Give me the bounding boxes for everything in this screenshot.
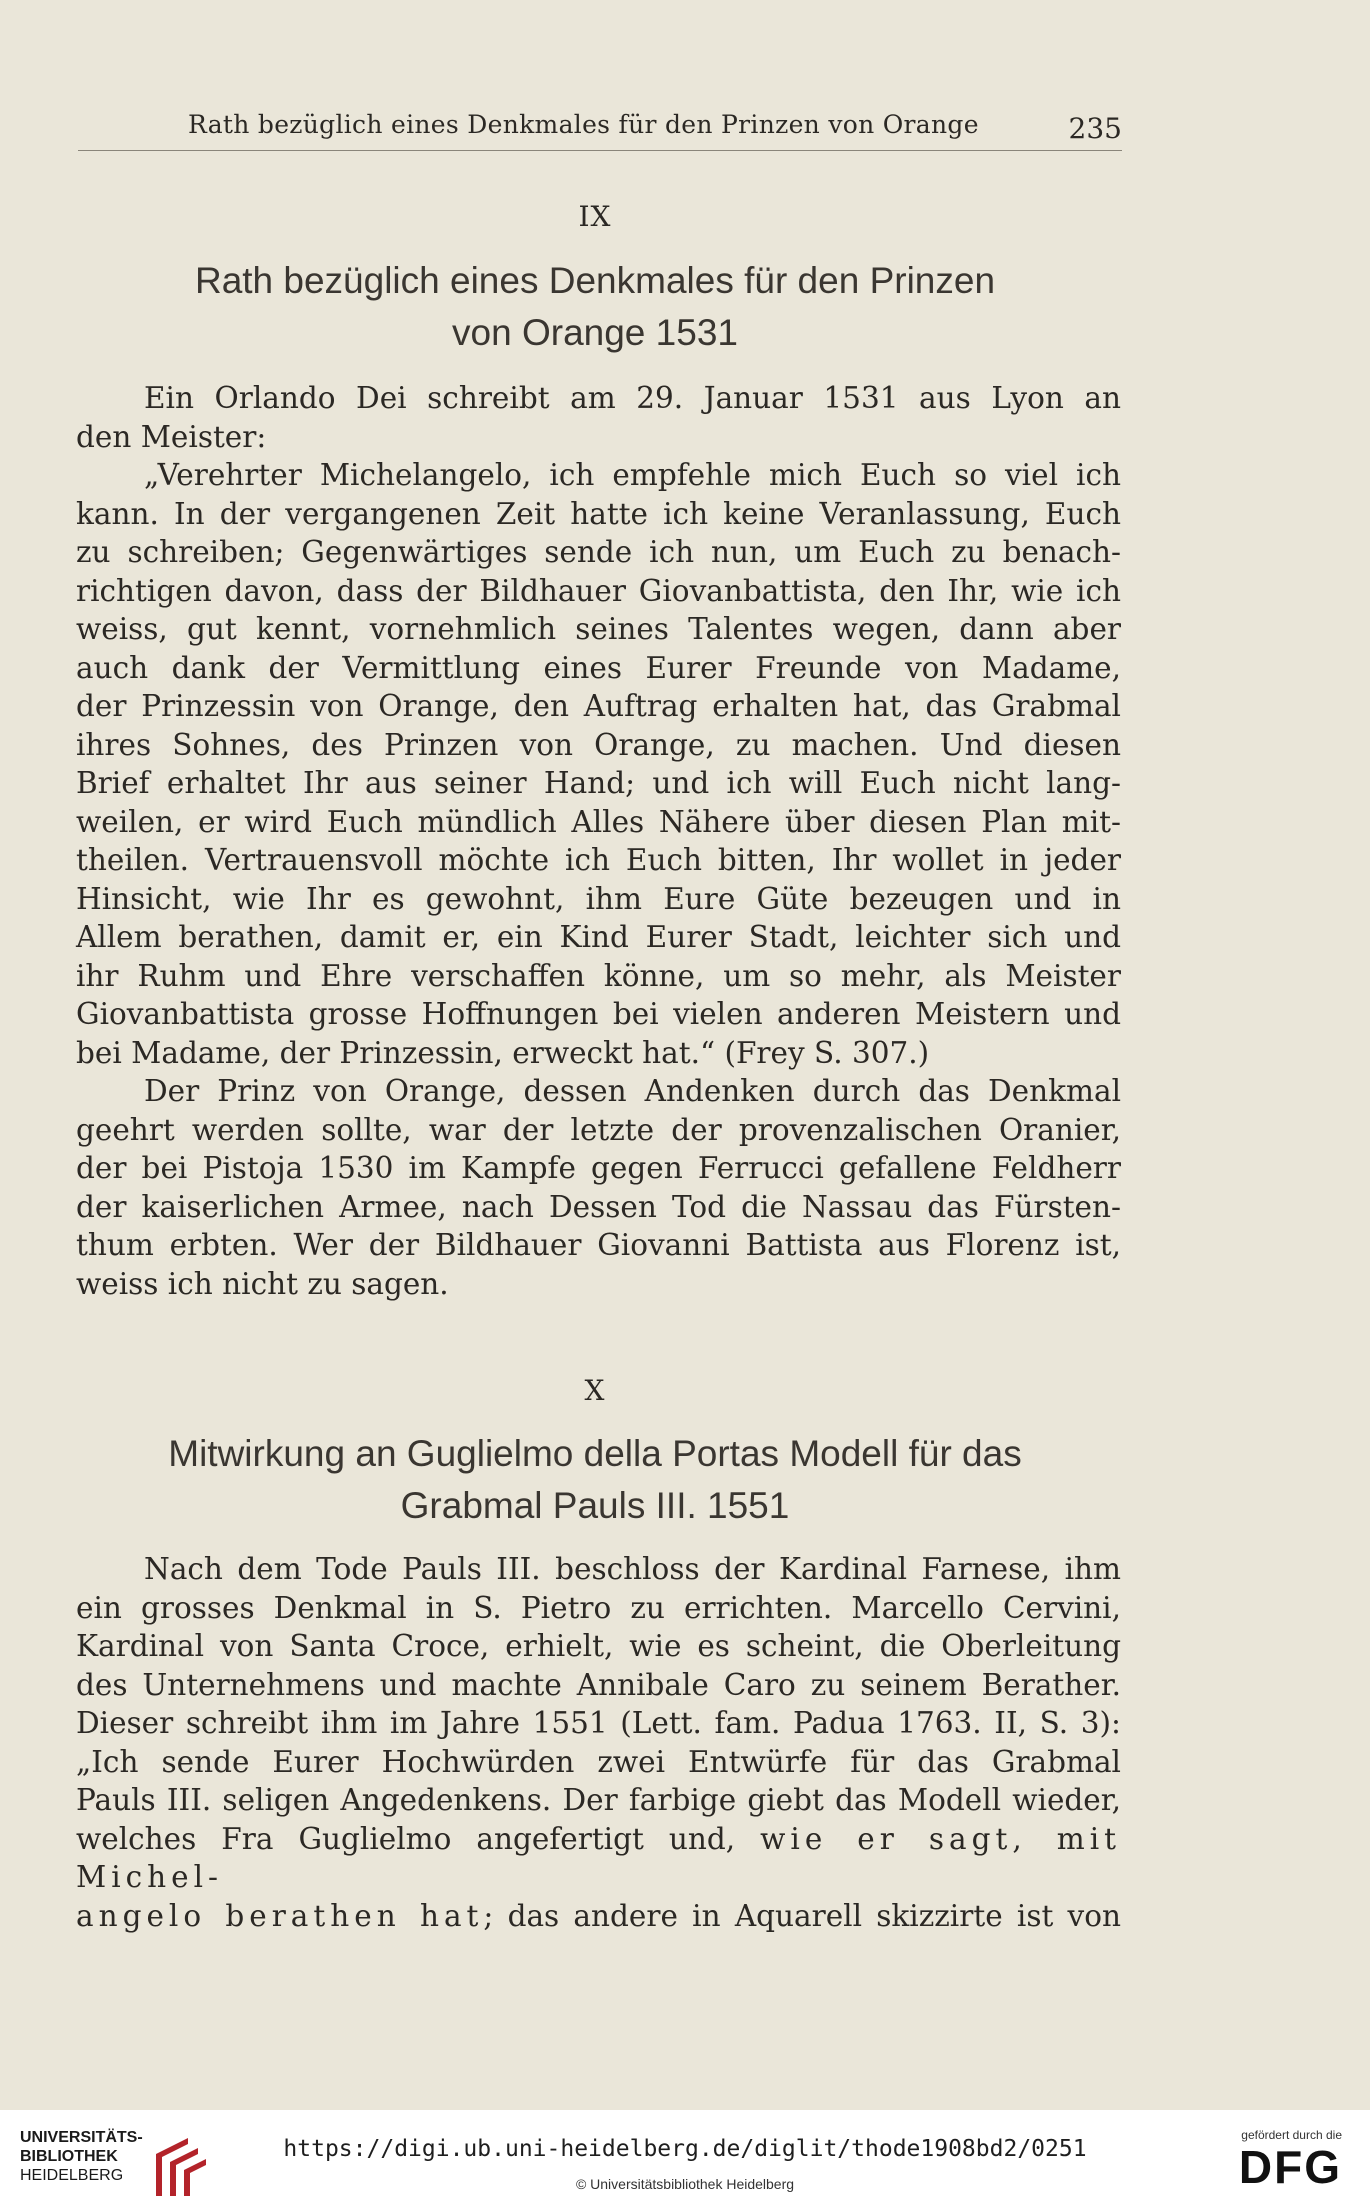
text-line: „Ich sende Eurer Hochwürden zwei Entwürfe für das Grabmal	[76, 1744, 1121, 1779]
spaced-emphasis: wie er sagt, mit Michel-	[76, 1821, 1121, 1894]
section-title-line: Mitwirkung an Guglielmo della Portas Modell für das	[168, 1433, 1022, 1474]
dfg-funding[interactable]	[1239, 2128, 1342, 2192]
section-title-line: Rath bezüglich eines Denkmales für den Prinzen	[194, 260, 996, 301]
text-line: Allem berathen, damit er, ein Kind Eurer Stadt, leichter sich und	[76, 920, 1121, 954]
text-line: zu schreiben; Gegenwärtiges sende ich nun, um Euch zu benach-	[76, 535, 1121, 569]
copyright-notice: © Universitätsbibliothek Heidelberg	[575, 2176, 795, 2192]
text-line: Der Prinz von Orange, dessen Andenken durch das Denkmal	[144, 1074, 1121, 1108]
section-title-line: von Orange 1531	[452, 312, 738, 353]
text-line: Kardinal von Santa Croce, erhielt, wie es scheint, die Oberleitung	[76, 1629, 1121, 1663]
text-line: „Verehrter Michelangelo, ich empfehle mich Euch so viel ich	[144, 458, 1121, 492]
dfg-logo: DFG	[1238, 2141, 1342, 2193]
page-number: 235	[1068, 112, 1122, 145]
text-line: kann. In der vergangenen Zeit hatte ich keine Veranlassung, Euch	[76, 496, 1121, 531]
text-line: Brief erhaltet Ihr aus seiner Hand; und ich will Euch nicht lang-	[76, 766, 1121, 800]
text-line: den Meister:	[76, 419, 267, 454]
text-line: auch dank der Vermittlung eines Eurer Freunde von Madame,	[76, 650, 1121, 685]
section-number-x: X	[584, 1374, 606, 1407]
text-line: ihres Sohnes, des Prinzen von Orange, zu machen. Und diesen	[76, 727, 1121, 762]
text-line: bei Madame, der Prinzessin, erweckt hat.“ (Frey S. 307.)	[76, 1035, 930, 1070]
library-name-line: HEIDELBERG	[20, 2167, 124, 2184]
library-name-line: BIBLIOTHEK	[20, 2148, 118, 2165]
footer-bar	[0, 2110, 1370, 2212]
section-x-body	[76, 1550, 1121, 1935]
section-number-ix: IX	[578, 200, 612, 233]
text-line: ein grosses Denkmal in S. Pietro zu errichten. Marcello Cervini,	[76, 1590, 1121, 1625]
text-line: weiss ich nicht zu sagen.	[76, 1266, 449, 1301]
text-line: Giovanbattista grosse Hoffnungen bei vielen anderen Meistern und	[76, 997, 1121, 1031]
section-title-ix	[70, 255, 1120, 359]
text-line: ihr Ruhm und Ehre verschaffen könne, um so mehr, als Meister	[76, 958, 1121, 993]
text-line: weilen, er wird Euch mündlich Alles Nähere über diesen Plan mit-	[76, 804, 1121, 839]
text-line: geehrt werden sollte, war der letzte der provenzalischen Oranier,	[76, 1112, 1121, 1147]
section-title-x	[70, 1428, 1120, 1532]
section-ix-body	[76, 379, 1121, 1303]
text-line: Nach dem Tode Pauls III. beschloss der Kardinal Farnese, ihm	[144, 1552, 1121, 1586]
permalink-url[interactable]: https://digi.ub.uni-heidelberg.de/diglit/thode1908bd2/0251	[283, 2136, 1087, 2162]
text-line: Hinsicht, wie Ihr es gewohnt, ihm Eure Güte bezeugen und in	[76, 881, 1121, 916]
funding-note: gefördert durch die	[1241, 2128, 1342, 2142]
library-name-line: UNIVERSITÄTS-	[20, 2129, 143, 2146]
text-line: thum erbten. Wer der Bildhauer Giovanni Battista aus Florenz ist,	[76, 1228, 1121, 1262]
text-line: des Unternehmens und machte Annibale Caro zu seinem Berather.	[76, 1667, 1121, 1702]
section-title-line: Grabmal Pauls III. 1551	[400, 1485, 790, 1526]
text-line: welches Fra Guglielmo angefertigt und, wie er sagt, mit Michel-	[76, 1821, 1121, 1894]
text-line: richtigen davon, dass der Bildhauer Giovanbattista, den Ihr, wie ich	[76, 573, 1121, 608]
text-line: der kaiserlichen Armee, nach Dessen Tod die Nassau das Fürsten-	[76, 1189, 1121, 1224]
text-line: weiss, gut kennt, vornehmlich seines Talentes wegen, dann aber	[76, 612, 1121, 646]
text-line: der bei Pistoja 1530 im Kampfe gegen Ferrucci gefallene Feldherr	[76, 1151, 1121, 1185]
text-line: der Prinzessin von Orange, den Auftrag erhalten hat, das Grabmal	[76, 689, 1121, 723]
spaced-emphasis: angelo berathen hat	[76, 1898, 484, 1933]
text-line: Pauls III. seligen Angedenkens. Der farbige giebt das Modell wieder,	[76, 1783, 1121, 1817]
text-line: theilen. Vertrauensvoll möchte ich Euch bitten, Ihr wollet in jeder	[76, 843, 1121, 877]
running-title: Rath bezüglich eines Denkmales für den Prinzen von Orange	[188, 110, 979, 139]
running-header	[78, 108, 1122, 151]
text-line: Ein Orlando Dei schreibt am 29. Januar 1531 aus Lyon an	[144, 381, 1121, 415]
text-line: angelo berathen hat; das andere in Aquarell skizzirte ist von	[76, 1898, 1121, 1933]
text-line: Dieser schreibt ihm im Jahre 1551 (Lett. fam. Padua 1763. II, S. 3):	[76, 1706, 1121, 1740]
